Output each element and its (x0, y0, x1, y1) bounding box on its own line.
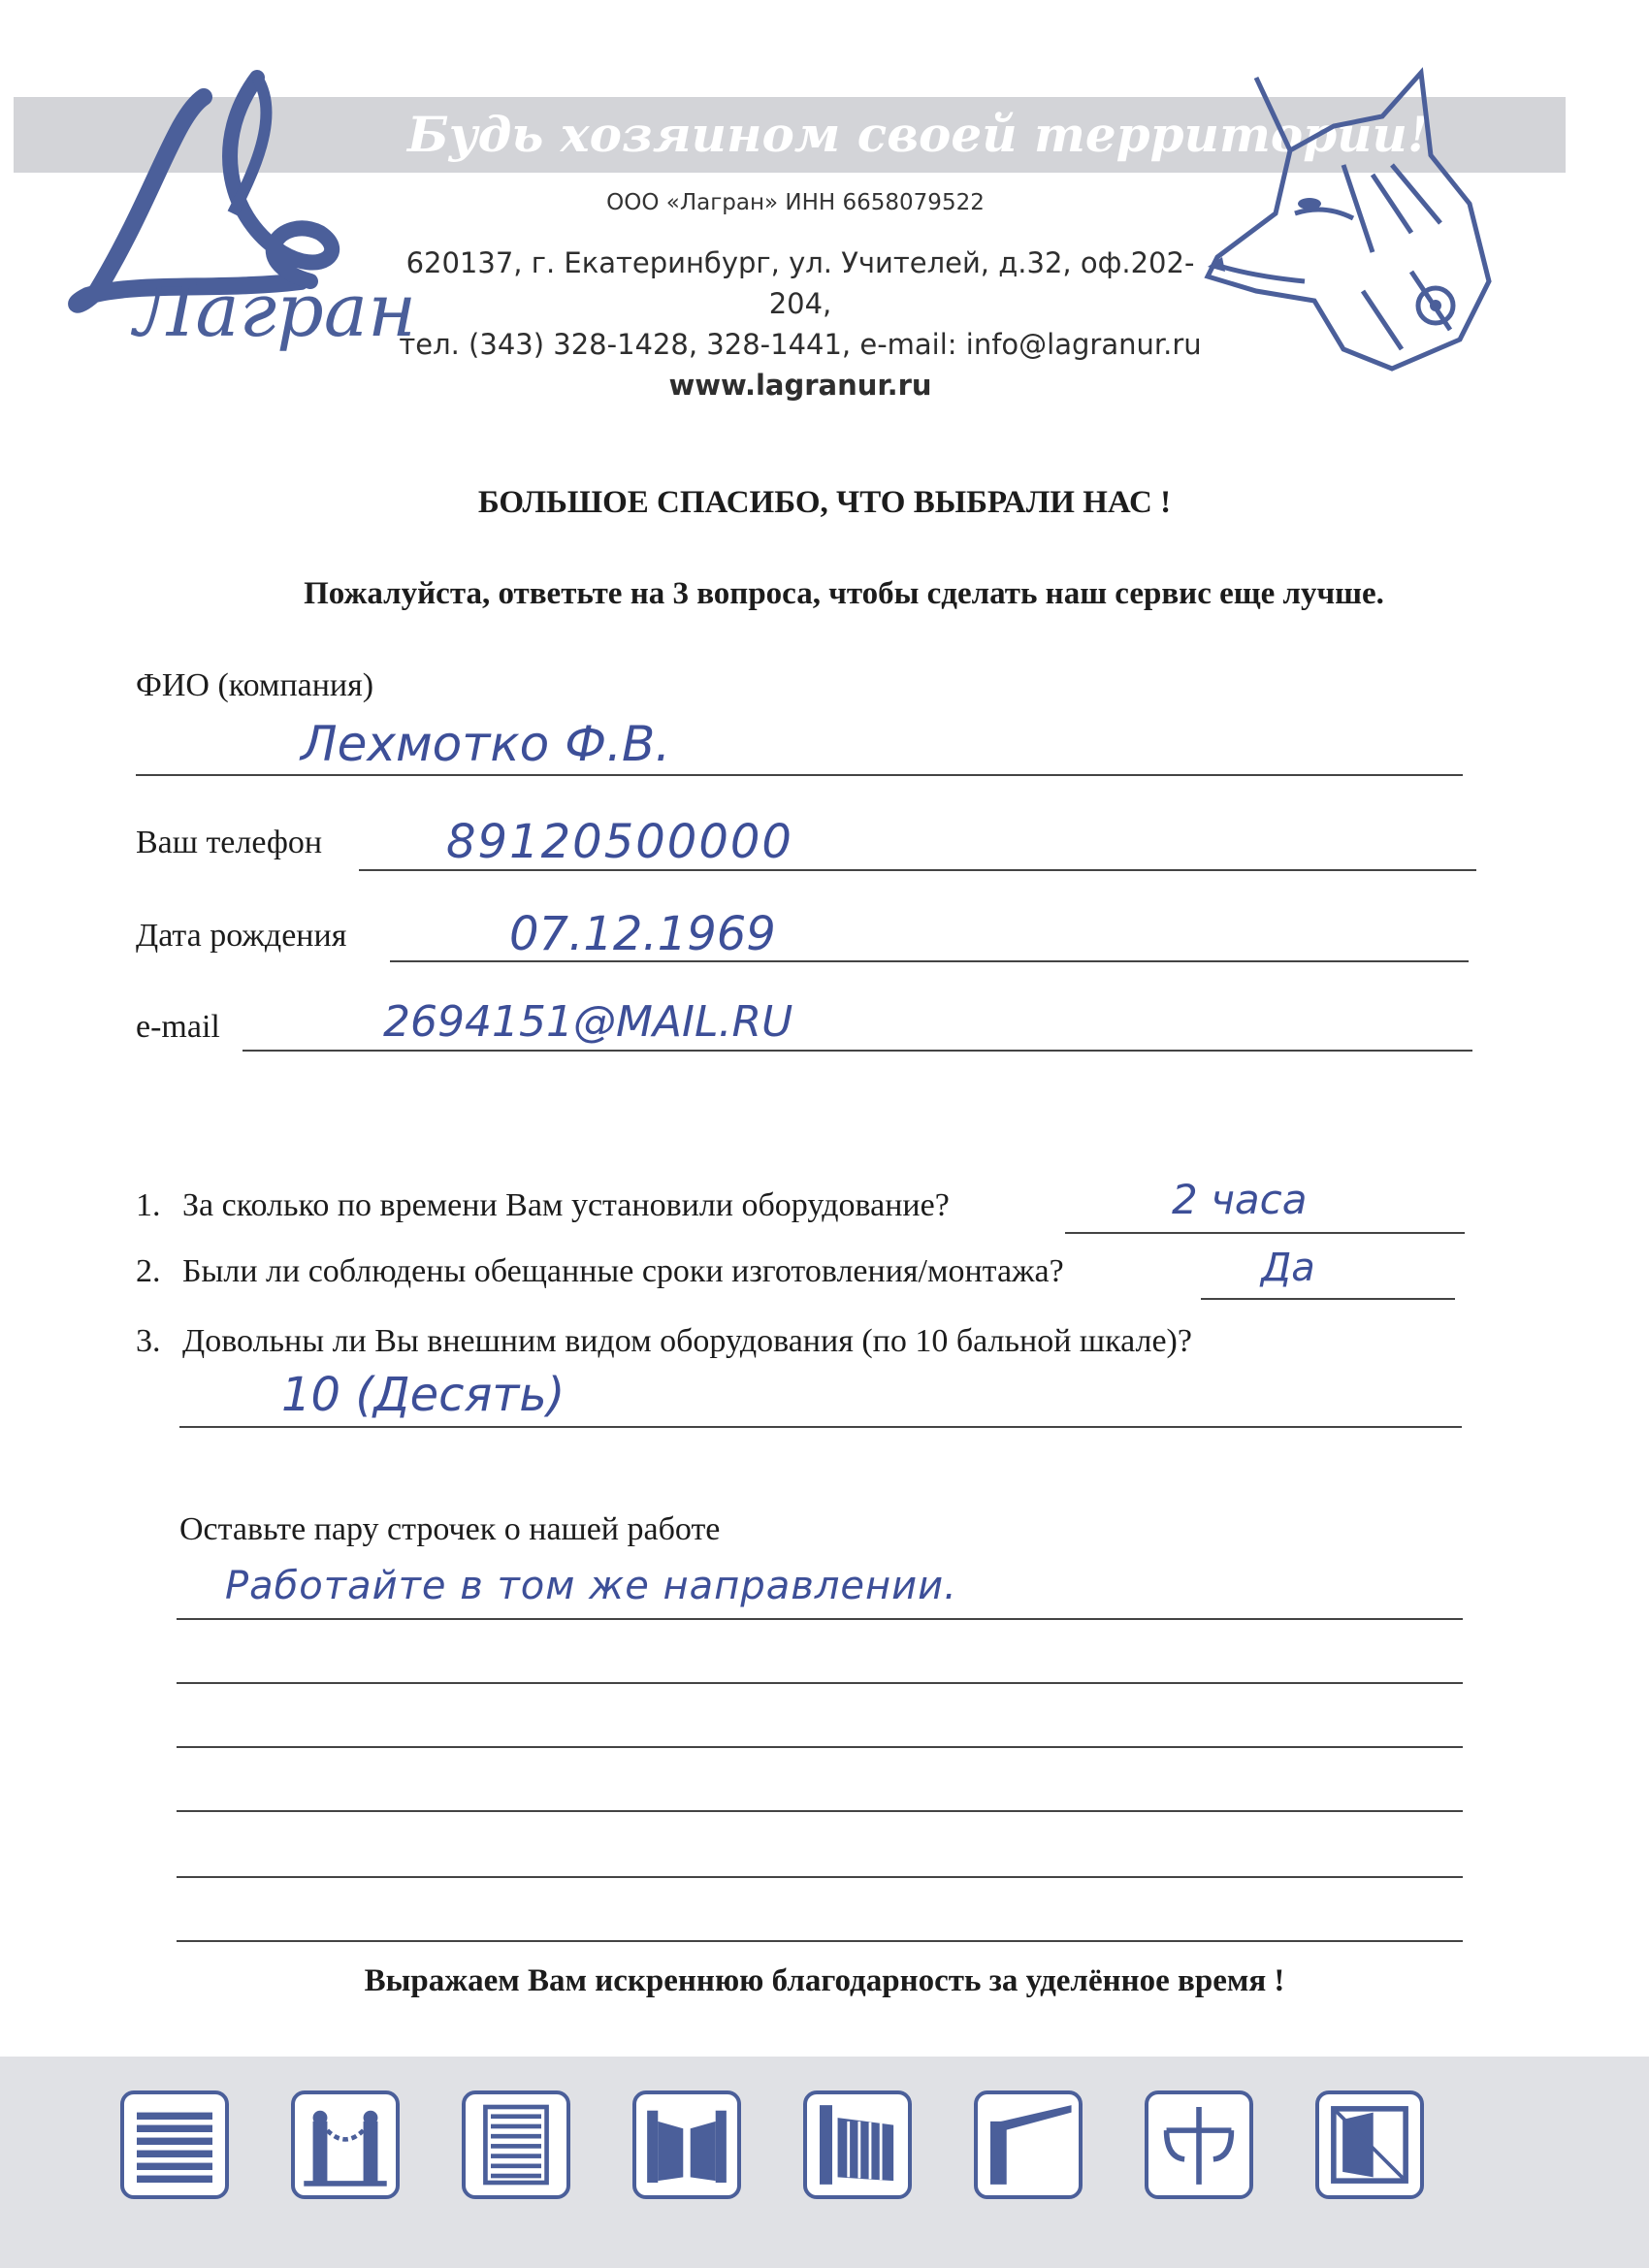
phones-email: тел. (343) 328-1428, 328-1441, e-mail: info@lagranur.ru (399, 328, 1202, 361)
question-3-text: Довольны ли Вы внешним видом оборудования (по 10 бальной шкале)? (182, 1323, 1192, 1359)
feedback-line-5 (177, 1876, 1463, 1878)
closing-text: Выражаем Вам искреннюю благодарность за уделённое время ! (364, 1963, 1285, 1998)
bollard-chain-icon (291, 2090, 400, 2199)
logo-name: Лагран (134, 267, 417, 353)
feedback-line-4 (177, 1810, 1463, 1812)
feedback-line-6 (177, 1940, 1463, 1942)
turnstile-icon (1145, 2090, 1253, 2199)
feedback-line-3 (177, 1746, 1463, 1748)
phone-value[interactable]: 89120500000 (446, 815, 793, 869)
feedback-value[interactable]: Работайте в том же направлении. (225, 1564, 957, 1608)
website: www.lagranur.ru (668, 369, 932, 402)
feedback-line-2 (177, 1682, 1463, 1684)
address: 620137, г. Екатеринбург, ул. Учителей, д.32, оф.202-204, (405, 246, 1195, 320)
barrier-icon (974, 2090, 1083, 2199)
page-subtitle: Пожалуйста, ответьте на 3 вопроса, чтобы сделать наш сервис еще лучше. (304, 576, 1384, 611)
question-1-text: За сколько по времени Вам установили оборудование? (182, 1187, 950, 1223)
email-value[interactable]: 2694151@MAIL.RU (383, 997, 793, 1047)
birth-value[interactable]: 07.12.1969 (509, 907, 776, 961)
question-3-number: 3. (136, 1323, 161, 1359)
name-label: ФИО (компания) (136, 667, 374, 703)
name-line (136, 774, 1463, 776)
question-1-number: 1. (136, 1187, 161, 1223)
roller-shutter-icon (462, 2090, 570, 2199)
question-3-line (179, 1426, 1462, 1428)
swing-gate-icon (632, 2090, 741, 2199)
birth-label: Дата рождения (136, 918, 347, 954)
contact-block (388, 243, 1212, 405)
email-line (242, 1050, 1472, 1052)
question-1-answer[interactable]: 2 часа (1172, 1176, 1308, 1223)
question-2-line (1201, 1298, 1455, 1300)
name-value[interactable]: Лехмотко Ф.В. (301, 716, 671, 772)
question-3-answer[interactable]: 10 (Десять) (281, 1368, 566, 1422)
question-1-line (1065, 1232, 1465, 1234)
slogan: Будь хозяином своей территории! (407, 106, 1429, 163)
sliding-gate-icon (803, 2090, 912, 2199)
question-2-text: Были ли соблюдены обещанные сроки изготовления/монтажа? (182, 1253, 1064, 1289)
page-title: БОЛЬШОЕ СПАСИБО, ЧТО ВЫБРАЛИ НАС ! (477, 485, 1172, 520)
feedback-line-1 (177, 1618, 1463, 1620)
feedback-label: Оставьте пару строчек о нашей работе (179, 1511, 721, 1547)
phone-line (359, 869, 1476, 871)
wolf-icon (1198, 58, 1518, 378)
automatic-door-icon (1315, 2090, 1424, 2199)
question-2-number: 2. (136, 1253, 161, 1289)
email-label: e-mail (136, 1009, 220, 1045)
phone-label: Ваш телефон (136, 825, 323, 860)
question-2-answer[interactable]: Да (1261, 1246, 1315, 1290)
company-line: ООО «Лагран» ИНН 6658079522 (606, 190, 985, 215)
garage-door-icon (120, 2090, 229, 2199)
